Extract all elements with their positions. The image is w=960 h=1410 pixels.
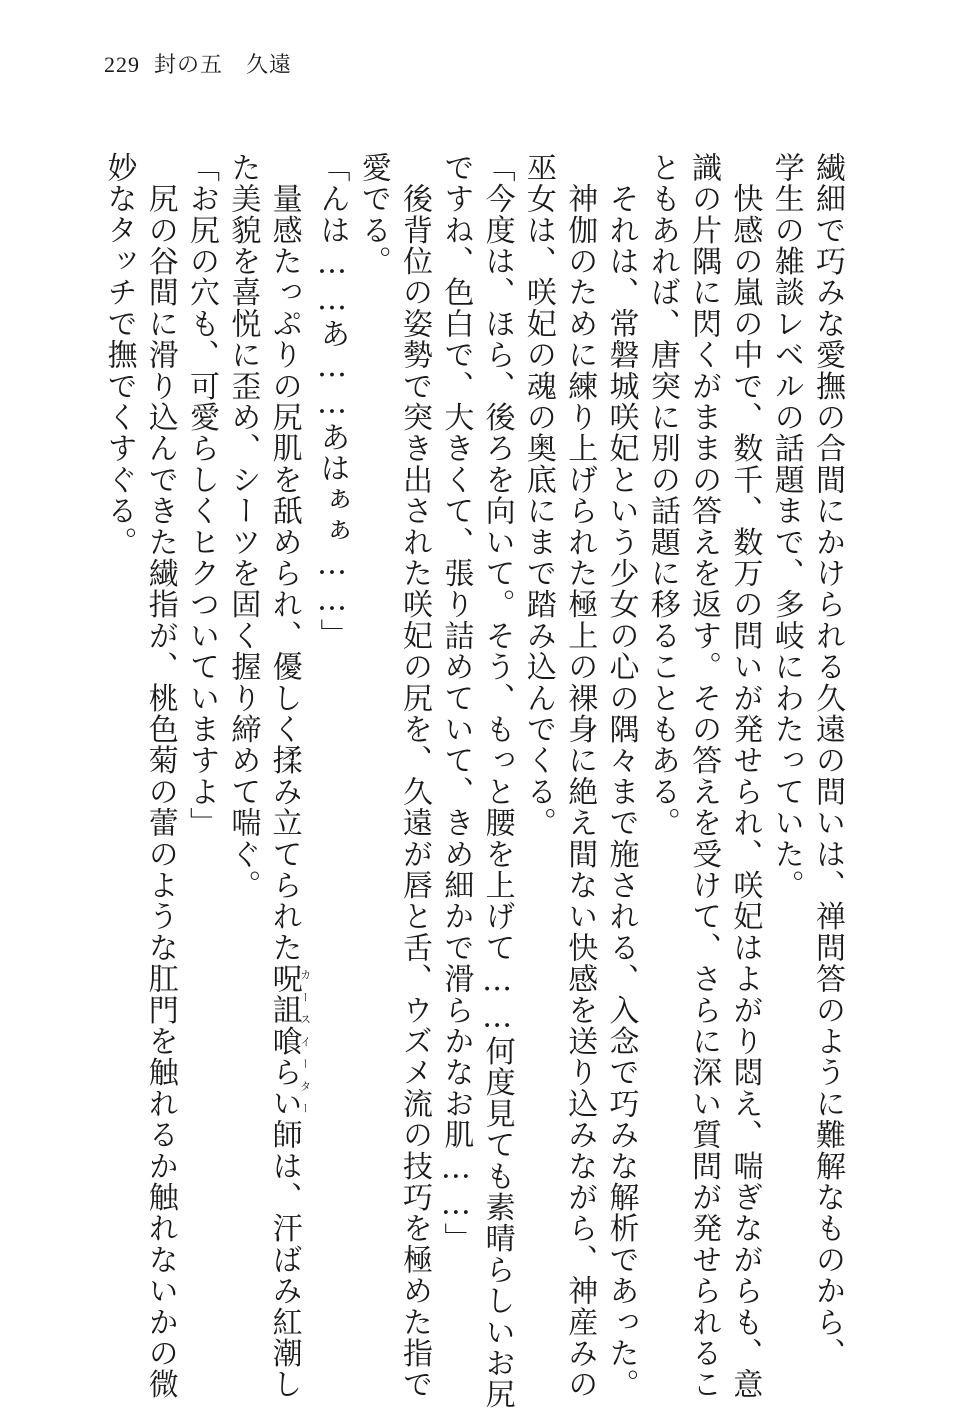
text-line: 「んは……あ……あはぁぁ……」 <box>314 152 350 650</box>
text-line: 「今度は、ほら、後ろを向いて。そう、もっと腰を上げて……何度見ても素晴らしいお尻 <box>479 152 515 1410</box>
text-line: 「お尻の穴も、可愛らしくヒクついていますよ」 <box>184 152 220 839</box>
text-line: 学生の雑談レベルの話題まで、多岐にわたっていた。 <box>768 152 804 901</box>
chapter-title: 封の五 久遠 <box>154 53 293 78</box>
ruby-reading: カースイーター <box>298 963 312 1120</box>
text-line: 尻の谷間に滑り込んできた繊指が、桃色菊の蕾のような肛門を触れるか触れないかの微 <box>142 152 178 1400</box>
running-header <box>104 50 292 81</box>
text-line-with-ruby <box>263 152 312 1401</box>
text-segment: 師は、汗ばみ紅潮し <box>266 1119 302 1401</box>
vertical-body-text <box>98 152 848 1410</box>
page-number: 229 <box>104 52 140 77</box>
text-line: それは、常磐城咲妃という少女の心の隅々まで施される、入念で巧みな解析であった。 <box>603 152 639 1401</box>
text-line: 後背位の姿勢で突き出された咲妃の尻を、久遠が唇と舌、ウズメ流の技巧を極めた指で <box>397 152 433 1400</box>
text-line: 愛でる。 <box>355 152 391 277</box>
text-segment: 量感たっぷりの尻肌を舐められ、優しく揉み立てられた <box>266 152 302 964</box>
text-line: 快感の嵐の中で、数千、数万の問いが発せられ、咲妃はよがり悶え、喘ぎながらも、意 <box>727 152 763 1400</box>
text-line: 巫女は、咲妃の魂の奥底にまで踏み込んでくる。 <box>520 152 556 839</box>
ruby-annotation <box>266 963 312 1120</box>
text-line: た美貌を喜悦に歪め、シーツを固く握り締めて喘ぐ。 <box>225 152 261 901</box>
ruby-base-text: 呪詛喰らい <box>266 963 302 1120</box>
text-line: 妙なタッチで撫でくすぐる。 <box>101 152 137 558</box>
text-line: ですね、色白で、大きくて、張り詰めていて、きめ細かで滑らかなお肌……」 <box>438 152 474 1254</box>
text-line: 神伽のために練り上げられた極上の裸身に絶え間ない快感を送り込みながら、神産みの <box>562 152 598 1401</box>
text-line: ともあれば、唐突に別の話題に移ることもある。 <box>644 152 680 839</box>
text-line: 繊細で巧みな愛撫の合間にかけられる久遠の問いは、禅問答のように難解なものから、 <box>810 152 845 1369</box>
text-line: 識の片隅に閃くがままの答えを返す。その答えを受けて、さらに深い質問が発せられるこ <box>686 152 722 1400</box>
